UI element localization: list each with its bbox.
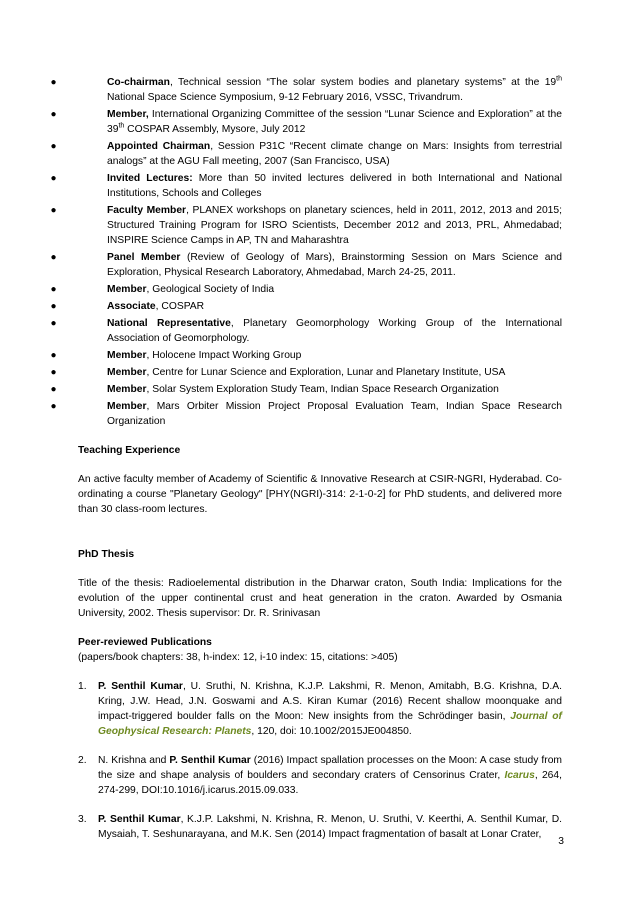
bullet-icon: ● [50, 384, 57, 395]
journal-name: Icarus [504, 770, 535, 781]
teaching-heading: Teaching Experience [78, 445, 181, 456]
bullet-icon: ● [50, 367, 57, 378]
list-item: ● Member, International Organizing Committee of the session “Lunar Science and Exploration” at the 39th COSPAR Assembly, Mysore, July 2012 [78, 107, 562, 137]
publications-subheading: (papers/book chapters: 38, h-index: 12, i-10 index: 15, citations: >405) [78, 652, 398, 663]
list-item: ● Member, Centre for Lunar Science and Exploration, Lunar and Planetary Institute, USA [78, 365, 562, 380]
bullet-icon: ● [50, 350, 57, 361]
roles-list [50, 75, 562, 248]
bullet-icon: ● [50, 252, 57, 263]
phd-heading: PhD Thesis [78, 549, 135, 560]
list-item: 3. P. Senthil Kumar, K.J.P. Lakshmi, N. Krishna, R. Menon, U. Sruthi, V. Keerthi, A. Senthil Kumar, D. Mysaiah, T. Seshunarayana, and M.K. Sen (2014) Impact fragmentation of basalt at Lonar Crater, [78, 814, 562, 840]
list-item: ● Appointed Chairman, Session P31C “Recent climate change on Mars: Insights from terrestrial analogs” at the AGU Fall meeting, 2007 (San Francisco, USA) [78, 139, 562, 169]
publications-heading: Peer-reviewed Publications [78, 637, 212, 648]
list-item: ● Member, Holocene Impact Working Group [78, 348, 562, 363]
journal-name: Journal of Geophysical Research: Planets [98, 711, 562, 737]
list-item: ● Member, Solar System Exploration Study Team, Indian Space Research Organization [78, 382, 562, 397]
list-item: ● Associate, COSPAR [78, 299, 562, 314]
bullet-icon: ● [50, 109, 57, 120]
page-number: 3 [558, 836, 564, 847]
phd-body: Title of the thesis: Radioelemental distribution in the Dharwar craton, South India: Implications for the evolution of the upper continental crust and heat generation in the craton. Awarded by Osmania University, 2002. Thesis supervisor: Dr. R. Srinivasan [78, 578, 562, 619]
publications-list [78, 679, 562, 842]
bullet-icon: ● [50, 318, 57, 329]
bullet-icon: ● [50, 173, 57, 184]
list-item: 2. N. Krishna and P. Senthil Kumar (2016) Impact spallation processes on the Moon: A case study from the size and shape analysis of boulders and secondary craters of Censorinus Crater, Icarus, 264, 274-299, DOI:10.1016/j.icarus.2015.09.033. [78, 755, 562, 796]
list-item: ● Member, Mars Orbiter Mission Project Proposal Evaluation Team, Indian Space Research Organization [78, 399, 562, 429]
bullet-icon: ● [50, 205, 57, 216]
list-item: 1. P. Senthil Kumar, U. Sruthi, N. Krishna, K.J.P. Lakshmi, R. Menon, Amitabh, B.G. Krishna, D.A. Kring, J.W. Head, J.N. Goswami and A.S. Kiran Kumar (2016) Recent shallow moonquake and impact-triggered boulder falls on the Moon: New insights from the Schrödinger basin, Journal of Geophysical Research: Planets, 120, doi: 10.1002/2015JE004850. [78, 681, 563, 737]
list-item: ● Panel Member (Review of Geology of Mars), Brainstorming Session on Mars Science and Exploration, Physical Research Laboratory, Ahmedabad, March 24-25, 2011. [78, 250, 562, 280]
bullet-icon: ● [50, 77, 57, 88]
list-item: ● National Representative, Planetary Geomorphology Working Group of the International Association of Geomorphology. [78, 316, 562, 346]
list-item: ● Member, Geological Society of India [78, 282, 562, 297]
bullet-icon: ● [50, 141, 57, 152]
bullet-icon: ● [50, 401, 57, 412]
bullet-icon: ● [50, 284, 57, 295]
page-content [50, 75, 563, 842]
teaching-body: An active faculty member of Academy of Scientific & Innovative Research at CSIR-NGRI, Hyderabad. Co-ordinating a course "Planetary Geology" [PHY(NGRI)-314: 2-1-0-2] for PhD students, and delivered more than 30 class-room lectures. [78, 474, 562, 515]
list-item: ● Faculty Member, PLANEX workshops on planetary sciences, held in 2011, 2012, 2013 and 2015; Structured Training Program for ISRO Scientists, December 2012 and 2013, PRL, Ahmedabad; INSPIRE Science Camps in AP, TN and Maharashtra [78, 203, 562, 248]
bullet-icon: ● [50, 301, 57, 312]
memberships-list [50, 250, 562, 429]
list-item: ● Co-chairman, Technical session “The solar system bodies and planetary systems” at the 19th National Space Science Symposium, 9-12 February 2016, VSSC, Trivandrum. [78, 75, 562, 105]
list-item: ● Invited Lectures: More than 50 invited lectures delivered in both International and National Institutions, Schools and Colleges [78, 171, 562, 201]
